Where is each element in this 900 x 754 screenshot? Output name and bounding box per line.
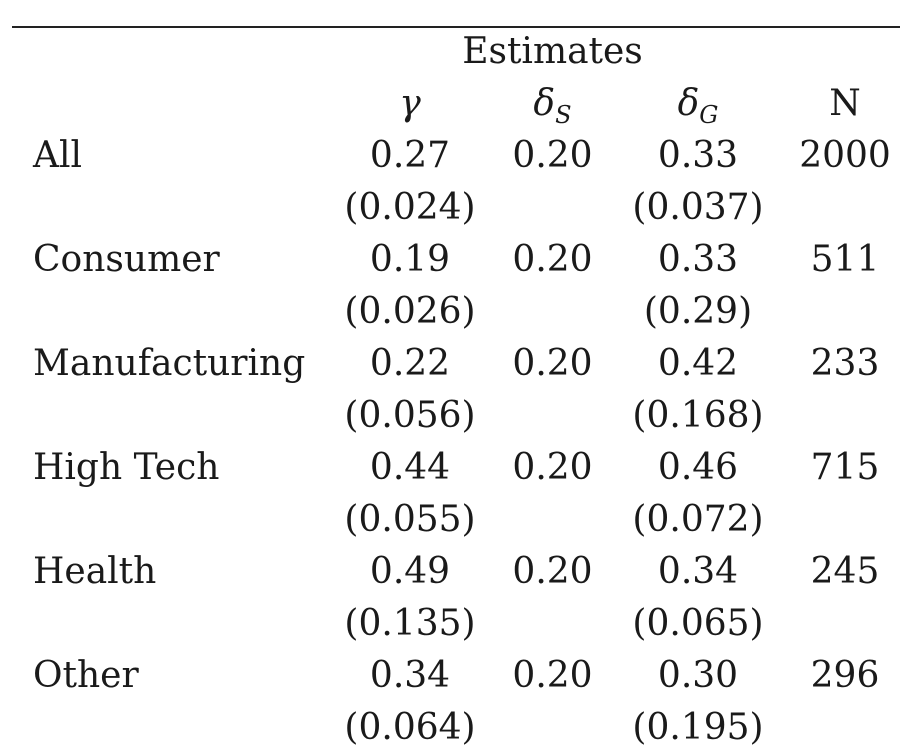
delta-g-value: 0.46 — [657, 447, 739, 488]
delta-g-standard-error: (0.037) — [632, 187, 764, 228]
gamma-value: 0.44 — [369, 447, 451, 488]
gamma-standard-error: (0.026) — [344, 291, 476, 332]
delta-s-value: 0.20 — [512, 343, 593, 384]
gamma-symbol: γ — [399, 83, 421, 124]
column-header-gamma — [330, 78, 490, 130]
row-label: Manufacturing — [33, 343, 306, 384]
gamma-standard-error: (0.064) — [344, 707, 476, 748]
delta-g-standard-error: (0.072) — [632, 499, 764, 540]
delta-g-value: 0.33 — [657, 239, 739, 280]
gamma-value: 0.34 — [369, 655, 451, 696]
delta-s-subscript: S — [555, 101, 572, 129]
gamma-value: 0.27 — [369, 135, 451, 176]
delta-g-standard-error: (0.065) — [632, 603, 764, 644]
column-header-n: N — [829, 83, 861, 124]
row-label: Health — [33, 551, 157, 592]
delta-s-symbol: δ — [533, 83, 556, 124]
row-label: All — [33, 135, 83, 176]
column-header-delta-s — [495, 78, 610, 130]
delta-g-value: 0.42 — [657, 343, 739, 384]
delta-g-value: 0.33 — [657, 135, 739, 176]
delta-g-value: 0.34 — [657, 551, 739, 592]
delta-g-standard-error: (0.195) — [632, 707, 764, 748]
gamma-standard-error: (0.056) — [344, 395, 476, 436]
row-label: Other — [33, 655, 139, 696]
gamma-value: 0.49 — [369, 551, 451, 592]
gamma-standard-error: (0.024) — [344, 187, 476, 228]
n-value: 715 — [810, 447, 880, 488]
delta-s-value: 0.20 — [512, 135, 593, 176]
gamma-value: 0.19 — [369, 239, 451, 280]
delta-s-value: 0.20 — [512, 239, 593, 280]
delta-s-value: 0.20 — [512, 551, 593, 592]
column-header-delta-g — [618, 78, 778, 130]
n-value: 511 — [810, 239, 880, 280]
gamma-standard-error: (0.135) — [344, 603, 476, 644]
n-value: 296 — [810, 655, 880, 696]
n-value: 245 — [810, 551, 880, 592]
delta-s-value: 0.20 — [512, 447, 593, 488]
delta-g-standard-error: (0.29) — [643, 291, 753, 332]
delta-g-subscript: G — [699, 101, 719, 129]
row-label: Consumer — [33, 239, 220, 280]
delta-g-value: 0.30 — [657, 655, 739, 696]
delta-g-standard-error: (0.168) — [632, 395, 764, 436]
row-label: High Tech — [33, 447, 220, 488]
estimates-group-header: Estimates — [462, 31, 643, 72]
gamma-standard-error: (0.055) — [344, 499, 476, 540]
n-value: 2000 — [799, 135, 891, 176]
n-value: 233 — [810, 343, 880, 384]
delta-s-value: 0.20 — [512, 655, 593, 696]
gamma-value: 0.22 — [369, 343, 451, 384]
delta-g-symbol: δ — [677, 83, 700, 124]
